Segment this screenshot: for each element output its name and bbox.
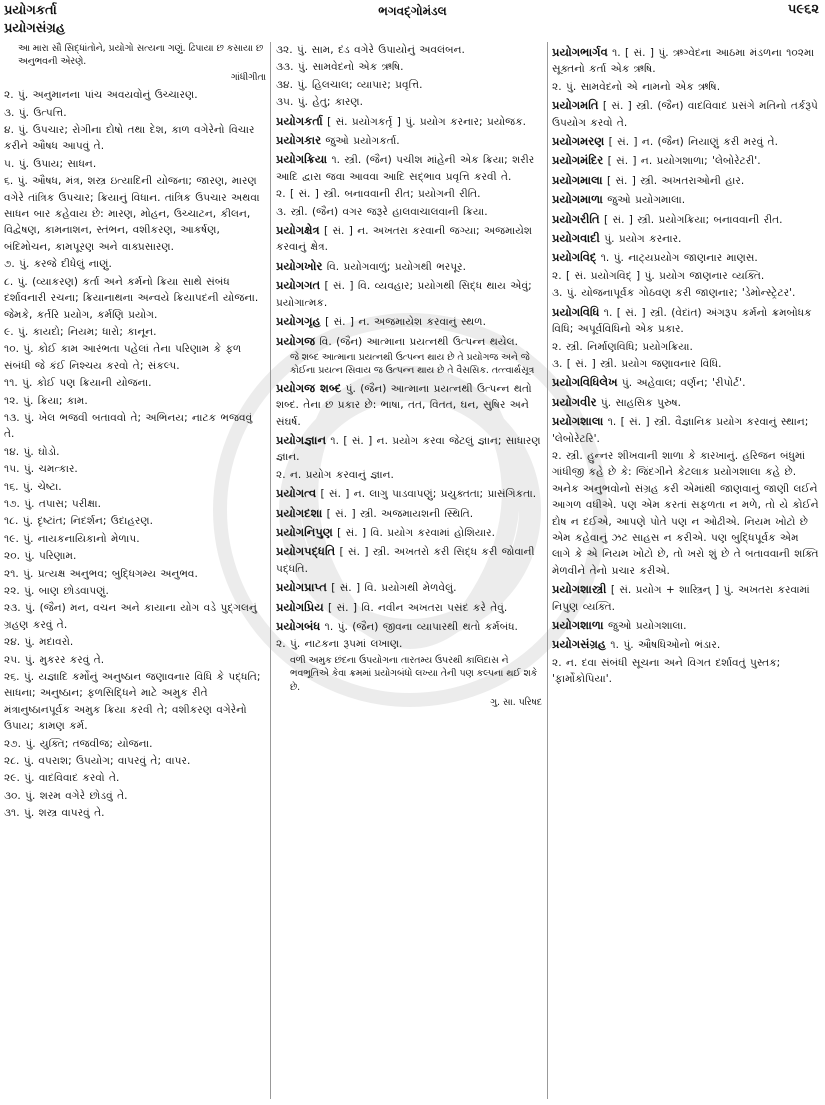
headword: પ્રયોગક્રિયા <box>276 152 328 167</box>
definition-text: [ સં. ] વિ. નવીન અખતરા પસંદ કરે તેવું. <box>323 601 508 614</box>
dictionary-entry <box>276 599 542 616</box>
definition-text: ૨૦. પું. પરિણામ. <box>4 550 77 563</box>
definition-text: પું. (જૈન) આત્માના પ્રયત્નથી ઉત્પન્ન થતો શબ્દ. તેના છ પ્રકાર છે: ભાષા, તત, વિતત, ઘન, સુષિર અને સંઘર્ષ. <box>276 382 532 428</box>
definition-text: ૨. ન. દવા સંબંધી સૂચના અને વિગત દર્શાવતું પુસ્તક; 'ફાર્મોકોપિયા'. <box>552 656 781 686</box>
dictionary-entry <box>276 380 542 430</box>
definition-text: ૨૪. પું. મદાવરો. <box>4 636 74 649</box>
headword: પ્રયોગક્ષેત્ર <box>276 223 320 238</box>
definition-text: ૨. પું. અનુમાનના પાંચ અવયવોનું ઉચ્ચારણ. <box>4 89 198 102</box>
definition-text: ૭. પું. કરજે દીધેલું નાણું. <box>4 258 112 271</box>
definition-text: ૮. પું. (વ્યાકરણ) કર્તા અને કર્મનો ક્રિયા સાથે સંબંધ દર્શાવનારી રચના; ક્રિયાનાથના અન્વયે ક્રિયાપદની યોજના. જેમકે, કર્તરિ પ્રયોગ, કર્મણિ પ્રયોગ. <box>4 275 259 321</box>
guide-word-first: પ્રયોગકર્તા <box>4 3 57 18</box>
definition-text: ૧. [ સં. ] સ્ત્રી. વૈજ્ઞાનિક પ્રયોગ કરવાનું સ્થાન; 'લેબોરેટરિ'. <box>552 416 809 445</box>
definition-text: ૪. પું. ઉપચાર; રોગીના દોષો તથા દેશ, કાળ વગેરેનો વિચાર કરીને ઔષધ આપવું તે. <box>4 124 255 153</box>
sense-entry <box>552 448 820 579</box>
dictionary-entry <box>276 277 542 311</box>
definition-text: ૧૭. પું. તપાસ; પરીક્ષા. <box>4 497 101 510</box>
definition-text: ૧૬. પું. ચેષ્ટા. <box>4 480 62 493</box>
quotation <box>18 71 266 84</box>
dictionary-entry <box>276 485 542 502</box>
sense-entry <box>4 669 266 735</box>
definition-text: ૧૫. પું. ચમત્કાર. <box>4 463 78 476</box>
definition-text: ૨૨. પું. બાણ છોડવાપણું. <box>4 585 109 597</box>
dictionary-entry <box>552 249 820 266</box>
definition-text: ૧૪. પું. ઘોડો. <box>4 445 60 458</box>
definition-text: [ સં. ] સ્ત્રી. અખતરો કરી સિદ્ધ કરી જોવાની પદ્ધતિ. <box>276 546 535 575</box>
dictionary-entry <box>552 211 820 228</box>
headword: પ્રયોગદશા <box>276 505 323 520</box>
definition-text: ૩૩. પું. સામવેદનો એક ઋષિ. <box>276 61 404 74</box>
definition-text: ૨૩. પું. (જૈન) મન, વચન અને કાયાના યોગ વડે પુદ્ગલનું ગ્રહણ કરવું તે. <box>4 602 257 631</box>
headword: પ્રયોગજ <box>276 333 316 348</box>
sense-entry <box>4 256 266 272</box>
definition-text: વિ. પ્રયોગવાળું; પ્રયોગથી ભરપૂર. <box>322 260 466 273</box>
dictionary-entry <box>552 394 820 411</box>
quotation <box>290 351 542 378</box>
definition-text: ૧૩. પું. ખેલ ભજવી બતાવવો તે; અભિનય; નાટક ભજવવું તે. <box>4 411 253 441</box>
definition-text: ૨૮. પું. વપરાશ; ઉપયોગ; વાપરવું તે; વાપર. <box>4 755 191 768</box>
definition-text: ૧. પું. નાટ્યપ્રયોગ જાણનાર માણસ. <box>596 252 758 265</box>
sense-entry <box>4 788 266 804</box>
definition-text: [ સં. ] સ્ત્રી. (જૈન) વાદવિવાદ પ્રસંગે મતિનો તર્કરૂપે ઉપયોગ કરવો તે. <box>552 100 818 129</box>
dictionary-entry <box>552 172 820 189</box>
definition-text: [ સં. ] સ્ત્રી. પ્રયોગક્રિયા; બનાવવાની રીત. <box>599 213 783 226</box>
sense-entry <box>4 736 266 752</box>
guide-word-last: પ્રયોગસંગ્રહ <box>4 21 66 36</box>
definition-text: [ સં. ] સ્ત્રી. અખતરાઓની હાર. <box>602 174 745 187</box>
definition-text: ૩. પું. યોજનાપૂર્વક ગોઠવણ કરી જાણનાર; 'ડેમોન્સ્ટ્રેટર'. <box>552 287 796 300</box>
definition-text: ૨. સ્ત્રી. નિર્માણવિધિ; પ્રયોગક્રિયા. <box>552 340 693 353</box>
sense-entry <box>4 753 266 769</box>
column-1 <box>4 42 266 1101</box>
definition-text: વિ. (જૈન) આત્માના પ્રયત્નથી ઉત્પન્ન થયેલ. <box>315 335 518 348</box>
definition-text: [ સં. ] ન. લાગુ પાડવાપણું; પ્રયુક્તતા; પ્રાસંગિકતા. <box>316 488 537 501</box>
sense-entry <box>276 204 542 220</box>
sense-entry <box>4 496 266 512</box>
definition-text: ૧૦. પું. કોઈ કામ આરંભતા પહેલાં તેના પરિણામ કે ફળ સંબંધી જે કંઈ નિશ્ચય કરવો તે; સંકલ્પ. <box>4 343 242 372</box>
sense-entry <box>4 548 266 564</box>
definition-text: ૨૧. પું. પ્રત્યક્ષ અનુભવ; બુદ્ધિગમ્ય અનુભવ. <box>4 567 198 580</box>
definition-text: ૨૬. પું. યજ્ઞાદિ કર્મોનું અનુષ્ઠાન જણાવનાર વિધિ કે પદ્ધતિ; સાધના; અનુષ્ઠાન; ફળસિદ્ધિને માટે અમુક રીતે મંત્રાનુષ્ઠાનપૂર્વક અમુક ક્રિયા કરવી તે; વશીકરણ વગેરેનો ઉપાય; કામણ કર્મ. <box>4 671 261 733</box>
sense-entry <box>4 105 266 121</box>
sense-entry <box>552 79 820 95</box>
definition-text: ૧૯. પું. નાયકનાયિકાનો મેળાપ. <box>4 532 140 545</box>
definition-text: જુઓ પ્રયોગમાલા. <box>602 194 686 207</box>
quotation <box>18 42 266 69</box>
definition-text: જુઓ પ્રયોગશાલા. <box>603 620 687 632</box>
page-number: ૫૯૬૨ <box>787 2 819 17</box>
sense-entry <box>552 268 820 284</box>
definition-text: [ સં. ] સ્ત્રી. અજમાયશની સ્થિતિ. <box>322 507 474 520</box>
definition-text: વળી અમુક છંદના ઉપયોગના તારતમ્ય ઉપરથી કાલિદાસ ને ભવભૂતિએ કેવા ક્રમમાં પ્રયોગબંધો લખ્યા તેની પણ કલ્પના થઈ શકે છે. <box>290 654 538 693</box>
sense-entry <box>276 77 542 93</box>
definition-text: ૧૮. પું. દૃષ્ટાંત; નિદર્શન; ઉદાહરણ. <box>4 515 153 528</box>
headword: પ્રયોગકાર <box>276 133 322 148</box>
dictionary-entry <box>276 151 542 185</box>
sense-entry <box>4 341 266 374</box>
definition-text: ૫. પું. ઉપાય; સાધન. <box>4 157 97 170</box>
definition-text: [ સં. ] વિ. પ્રયોગથી મેળવેલું. <box>326 582 457 595</box>
dictionary-entry <box>276 579 542 596</box>
headword: પ્રયોગપ્રિય <box>276 599 324 614</box>
definition-text: ૨. [ સં. ] સ્ત્રી. બનાવવાની રીત; પ્રયોગની રીતિ. <box>276 188 481 201</box>
definition-text: [ સં. પ્રયોગ + શાસ્ત્રિન્ ] પું. અખતરા કરવામાં નિપુણ વ્યક્તિ. <box>552 584 810 613</box>
definition-text: [ સં. પ્રયોગકર્તૃ ] પું. પ્રયોગ કરનાર; પ્રયોજક. <box>322 115 527 128</box>
dictionary-entry <box>276 505 542 522</box>
definition-text: ગાંધીગીતા <box>230 71 266 83</box>
definition-text: ૧. [ સં. ] ન. પ્રયોગ કરવા જેટલું જ્ઞાન; સાધારણ જ્ઞાન. <box>276 434 541 464</box>
sense-entry <box>4 173 266 255</box>
headword: પ્રયોગશાળા <box>552 618 604 632</box>
headword: પ્રયોગનિપુણ <box>276 524 333 539</box>
definition-text: ૯. પું. કાયદો; નિયમ; ધારો; કાનૂન. <box>4 325 157 338</box>
definition-text: ગુ. સા. પરિષદ <box>490 697 542 709</box>
sense-entry <box>276 467 542 483</box>
dictionary-entry <box>276 132 542 149</box>
sense-entry <box>4 583 266 599</box>
dictionary-entry <box>552 304 820 338</box>
definition-text: [ સં. ] ન. અખતરા કરવાની જગ્યા; અજમાયેશ કરવાનું ક્ષેત્ર. <box>276 225 533 254</box>
headword: પ્રયોગગૃહ <box>276 314 321 329</box>
sense-entry <box>276 42 542 58</box>
dictionary-entry <box>276 258 542 275</box>
definition-text: ૨. સ્ત્રી. હુન્નર શીખવાની શાળા કે કારખાનું. હરિજન બંધુમાં ગાંધીજી કહે છે કે: જિંદગીને કેટલાક પ્રયોગશાલા કહે છે. અનેક અનુભવોનો સંગ્રહ કરી એમાંથી જાણવાનું જાણી લઈને આગળ વધીએ. પણ એમ કરતાં સફળતા ન મળે, તો યે કોઈને દોષ ન દઈએ, આપણે પોતે પણ ન ઓઢીએ. નિયમ ખોટો છે એમ કહેવાનું ઝટ સાહસ ન કરીએ. પણ બુદ્ધિપૂર્વક એમ લાગે કે એ નિયમ ખોટો છે, તો ખરો શું છે તે બતાવવાની શક્તિ મેળવીને તેનો પ્રચાર કરીએ. <box>552 449 819 577</box>
sense-entry <box>4 410 266 443</box>
definition-text: ૨૯. પું. વાદવિવાદ કરવો તે. <box>4 772 120 785</box>
definition-text: આ મારા સૌ સિદ્ધાંતોને, પ્રયોગો સત્યના ગણું. ઢિપાયા છ કસાયા છ અનુભવની એરણે. <box>18 43 264 68</box>
headword: પ્રયોગમતિ <box>552 98 599 113</box>
sense-entry <box>276 59 542 75</box>
headword: પ્રયોગત્વ <box>276 486 317 501</box>
definition-text: ૩૧. પું. શસ્ત્ર વાપરવું તે. <box>4 807 105 820</box>
sense-entry <box>4 531 266 547</box>
headword: પ્રયોગવિધિ <box>552 304 600 319</box>
definition-text: ૨. પું. નાટકના રૂપમાં લખાણ. <box>276 638 403 651</box>
page-header <box>0 0 825 40</box>
dictionary-entry <box>276 313 542 330</box>
quotation <box>290 654 542 694</box>
sense-entry <box>4 634 266 650</box>
definition-text: જુઓ પ્રયોગકર્તા. <box>321 135 400 148</box>
definition-text: ૩૫. પું. હેતુ; કારણ. <box>276 96 364 109</box>
headword: પ્રયોગજ્ઞાન <box>276 432 327 447</box>
dictionary-entry <box>276 432 542 466</box>
definition-text: ૩૨. પું. સામ, દંડ વગેરે ઉપાયોનું અવલંબન. <box>276 44 465 56</box>
sense-entry <box>4 461 266 477</box>
sense-entry <box>4 566 266 582</box>
definition-text: ૨૫. પું. મુકરર કરવું તે. <box>4 653 105 666</box>
definition-text: ૩. પું. ઉત્પત્તિ. <box>4 106 67 119</box>
definition-text: પું. પ્રયોગ કરનાર. <box>599 233 682 246</box>
definition-text: ૨. પું. સામવેદનો એ નામનો એક ઋષિ. <box>552 80 721 93</box>
sense-entry <box>4 513 266 529</box>
headword: પ્રયોગમરણ <box>552 134 605 149</box>
headword: પ્રયોગગત <box>276 278 321 293</box>
headword: પ્રયોગપદ્ધતિ <box>276 544 336 559</box>
sense-entry <box>4 156 266 172</box>
dictionary-entry <box>552 581 820 615</box>
headword: પ્રયોગવાદી <box>552 231 600 246</box>
definition-text: ૧. પું. (જૈન) જીવના વ્યાપારથી થતો કર્મબંધ. <box>320 621 518 633</box>
sense-entry <box>276 94 542 110</box>
quotation <box>290 696 542 709</box>
sense-entry <box>4 652 266 668</box>
definition-text: ૨. ન. પ્રયોગ કરવાનું જ્ઞાન. <box>276 468 394 481</box>
sense-entry <box>276 186 542 202</box>
headword: પ્રયોગશાસ્ત્રી <box>552 582 607 597</box>
definition-text: ૧૨. પું. ક્રિયા; કામ. <box>4 394 88 407</box>
definition-text: ૩. [ સં. ] સ્ત્રી. પ્રયોગ જણાવનાર વિધિ. <box>552 357 722 370</box>
headword: પ્રયોગબંધ <box>276 619 321 633</box>
dictionary-entry <box>552 230 820 247</box>
headword: પ્રયોગમંદિર <box>552 153 604 168</box>
definition-text: ૬. પું. ઔષધ, મંત્ર, શસ્ત્ર ઇત્યાદિની યોજના; જારણ, મારણ વગેરે તાંત્રિક ઉપચાર; ક્રિયાનું વિધાન. તાંત્રિક ઉપચાર અથવા સાધન બાર કહેવાય છે: મારણ, મોહન, ઉચ્ચાટન, કીલન, વિદ્વેષણ, કામનાશન, સ્તંભન, વશીકરણ, આકર્ષણ, બંદિમોચન, કામપૂરણ અને વાક્પ્રસારણ. <box>4 175 260 253</box>
definition-text: [ સં. ] વિ. વ્યવહાર; પ્રયોગથી સિદ્ધ થાય એવું; પ્રયોગાત્મક. <box>276 280 532 309</box>
dictionary-entry <box>552 44 820 78</box>
dictionary-entry <box>276 524 542 541</box>
column-divider <box>547 42 548 1099</box>
dictionary-entry <box>552 617 820 634</box>
definition-text: ૧. [ સં. ] સ્ત્રી. (વેદાંત) અંગરૂપ કર્મનો ક્રમબોધક વિધિ; અપૂર્વવિધિનો એક પ્રકાર. <box>552 306 812 336</box>
headword: પ્રયોગકર્તા <box>276 113 323 128</box>
headword: પ્રયોગપ્રાપ્ત <box>276 580 327 595</box>
headword: પ્રયોગવીર <box>552 394 597 409</box>
column-3 <box>552 42 820 1101</box>
headword: પ્રયોગસંગ્રહ <box>552 637 607 652</box>
definition-text: ૩. સ્ત્રી. (જૈન) વગર જરૂરે હાલવાચાલવાની ક્રિયા. <box>276 205 488 218</box>
sense-entry <box>4 479 266 495</box>
headword: પ્રયોગખોર <box>276 258 323 273</box>
sense-entry <box>4 444 266 460</box>
sense-entry <box>4 375 266 391</box>
sense-entry <box>552 339 820 355</box>
book-title: ભગવદ્ગોમંડલ <box>378 4 447 18</box>
column-divider <box>270 42 271 1099</box>
headword: પ્રયોગભાર્ગવ <box>552 45 608 59</box>
definition-text: ૧૧. પું. કોઈ પણ ક્રિયાની યોજના. <box>4 377 152 390</box>
sense-entry <box>4 393 266 409</box>
headword: પ્રયોગવિદ્ <box>552 250 597 265</box>
definition-text: ૩૪. પું. હિલચાલ; વ્યાપાર; પ્રવૃત્તિ. <box>276 78 423 91</box>
definition-text: [ સં. ] ન. (જૈન) નિયાણું કરી મરવું તે. <box>604 136 778 149</box>
sense-entry <box>276 636 542 652</box>
definition-text: ૨૭. પું. યુક્તિ; તજવીજ; યોજના. <box>4 737 153 750</box>
sense-entry <box>4 770 266 786</box>
dictionary-entry <box>552 413 820 447</box>
dictionary-entry <box>552 97 820 131</box>
dictionary-entry <box>276 333 542 350</box>
sense-entry <box>552 356 820 372</box>
dictionary-entry <box>276 618 542 635</box>
sense-entry <box>4 274 266 323</box>
dictionary-entry <box>552 133 820 150</box>
sense-entry <box>552 285 820 301</box>
headword: પ્રયોગમાળા <box>552 192 603 207</box>
definition-text: ૧. સ્ત્રી. (જૈન) પચીશ માંહેની એક ક્રિયા; શરીર આદિ દ્વારા જવા આવવા આદિ સદ્ભાવ પ્રવૃત્તિ કરવી તે. <box>276 154 535 183</box>
sense-entry <box>552 655 820 688</box>
headword: પ્રયોગરીતિ <box>552 211 600 226</box>
headword: પ્રયોગજ શબ્દ <box>276 380 342 395</box>
column-2 <box>276 42 542 1101</box>
sense-entry <box>4 805 266 821</box>
definition-text: ૧. [ સં. ] પું. ઋગ્વેદના આઠમા મંડળના ૧૦૨મા સૂક્તનો કર્તા એક ઋષિ. <box>552 47 815 76</box>
sense-entry <box>4 600 266 633</box>
dictionary-entry <box>552 636 820 653</box>
definition-text: પું. સાહસિક પુરુષ. <box>596 396 681 409</box>
dictionary-entry <box>276 543 542 577</box>
definition-text: પું. અહેવાલ; વર્ણન; 'રીપોર્ટ'. <box>617 377 746 390</box>
dictionary-entry <box>276 222 542 256</box>
headword: પ્રયોગવિધિલેખ <box>552 375 618 390</box>
dictionary-entry <box>276 113 542 130</box>
definition-text: જે શબ્દ આત્માના પ્રયત્નથી ઉત્પન્ન થાય છે તે પ્રયોગજ અને જે કોઈના પ્રયત્ન સિવાય જ ઉત્પન્ન થાય છે તે વૈસસિક. તત્ત્વાર્થસૂત્ર <box>290 351 535 377</box>
definition-text: [ સં. ] ન. અજમાયેશ કરવાનું સ્થળ. <box>320 316 486 329</box>
sense-entry <box>4 324 266 340</box>
sense-entry <box>4 87 266 103</box>
dictionary-entry <box>552 152 820 169</box>
headword: પ્રયોગશાલા <box>552 414 604 429</box>
definition-text: [ સં. ] વિ. પ્રયોગ કરવામાં હોશિયાર. <box>332 526 495 539</box>
definition-text: ૨. [ સં. પ્રયોગવિદ્ ] પું. પ્રયોગ જાણનાર વ્યક્તિ. <box>552 269 765 282</box>
sense-entry <box>4 122 266 155</box>
definition-text: ૧. પું. ઔષધિઓનો ભંડાર. <box>606 639 721 652</box>
definition-text: [ સં. ] ન. પ્રયોગશાળા; 'લેબોરેટરી'. <box>603 155 761 168</box>
dictionary-entry <box>552 374 820 391</box>
dictionary-entry <box>552 191 820 208</box>
headword: પ્રયોગમાલા <box>552 172 603 187</box>
definition-text: ૩૦. પું. શરમ વગેરે છોડવું તે. <box>4 789 128 802</box>
